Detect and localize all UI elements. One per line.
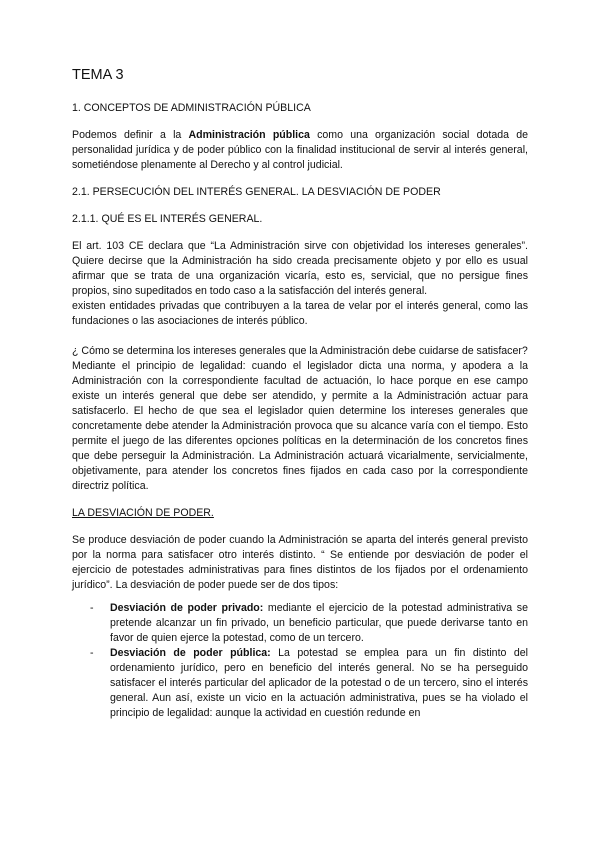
paragraph-definition bbox=[72, 128, 528, 173]
paragraph-definition-bold: Administración pública bbox=[188, 129, 310, 141]
paragraph-private-entities: existen entidades privadas que contribuyen a la tarea de velar por el interés general, como las fundaciones o las asociaciones de interés público. bbox=[72, 300, 528, 327]
paragraph-legality: Mediante el principio de legalidad: cuando el legislador dicta una norma, y apodera a la Administración con la correspondiente facultad de actuación, lo hace porque en ese campo existe un interés general que debe ser atendido, y permite a la Administración actuar para satisfacerlo. El hecho de que sea el legislador quien determine los intereses generales que concretamente debe atender la Administración provoca que su alcance varía con el tiempo. Esto permite el juego de las diferentes opciones políticas en la determinación de los concretos fines que debe perseguir la Administración. La Administración actuará vicarialmente, servicialmente, objetivamente, para atender los concretos fines fijados en cada caso por la correspondiente directriz política. bbox=[72, 360, 528, 492]
paragraph-definition-before: Podemos definir a la bbox=[72, 129, 189, 141]
list-item bbox=[72, 646, 528, 721]
list-item-text: La potestad se emplea para un fin distinto del ordenamiento jurídico, pero en beneficio del interés general. No se ha perseguido satisfacer el interés particular del aplicador de la potestad o de un tercero, sino el interés general. Aun así, existe un vicio en la actuación administrativa, pues se ha violado el principio de legalidad: aunque la actividad en cuestión redunde en bbox=[110, 647, 529, 719]
list-marker: - bbox=[90, 647, 94, 659]
section-2-1-1-heading: 2.1.1. QUÉ ES EL INTERÉS GENERAL. bbox=[72, 213, 263, 225]
document-page bbox=[72, 66, 528, 721]
paragraph-desviacion: Se produce desviación de poder cuando la Administración se aparta del interés general previsto por la norma para satisfacer otro interés distinto. “ Se entiende por desviación de poder el ejercicio de potestades administrativas para fines distintos de los fijados por el ordenamiento jurídico”. La desviación de poder puede ser de dos tipos: bbox=[72, 534, 528, 591]
list-item-term: Desviación de poder privado: bbox=[110, 602, 264, 614]
spacer bbox=[72, 329, 528, 344]
list-item bbox=[72, 601, 528, 646]
paragraph-question: ¿ Cómo se determina los intereses generales que la Administración debe cuidarse de satisfacer? bbox=[72, 345, 528, 357]
section-2-1-heading: 2.1. PERSECUCIÓN DEL INTERÉS GENERAL. LA DESVIACIÓN DE PODER bbox=[72, 186, 441, 198]
document-title: TEMA 3 bbox=[72, 67, 124, 83]
list-marker: - bbox=[90, 602, 94, 614]
desviacion-types-list bbox=[72, 601, 528, 721]
section-1-heading: 1. CONCEPTOS DE ADMINISTRACIÓN PÚBLICA bbox=[72, 102, 311, 114]
list-item-text: mediante el ejercicio de la potestad administrativa se pretende alcanzar un fin privado, un beneficio particular, que puede derivarse tanto en favor de quien ejerce la potestad, como de un tercero. bbox=[110, 602, 528, 644]
paragraph-art-103: El art. 103 CE declara que “La Administración sirve con objetividad los intereses generales”. Quiere decirse que la Administración ha sido creada precisamente objeto y por ello es usual afirmar que se trata de una organización vicaría, esto es, servicial, que no persigue fines propios, sino supeditados en todo caso a la satisfacción del interés general. bbox=[72, 240, 528, 297]
list-item-term: Desviación de poder pública: bbox=[110, 647, 271, 659]
section-desviacion-heading: LA DESVIACIÓN DE PODER. bbox=[72, 507, 214, 519]
paragraph-definition-after: como una organización social dotada de personalidad jurídica y de poder público con la finalidad institucional de servir al interés general, sometiéndose plenamente al Derecho y al control judicial. bbox=[72, 129, 528, 171]
